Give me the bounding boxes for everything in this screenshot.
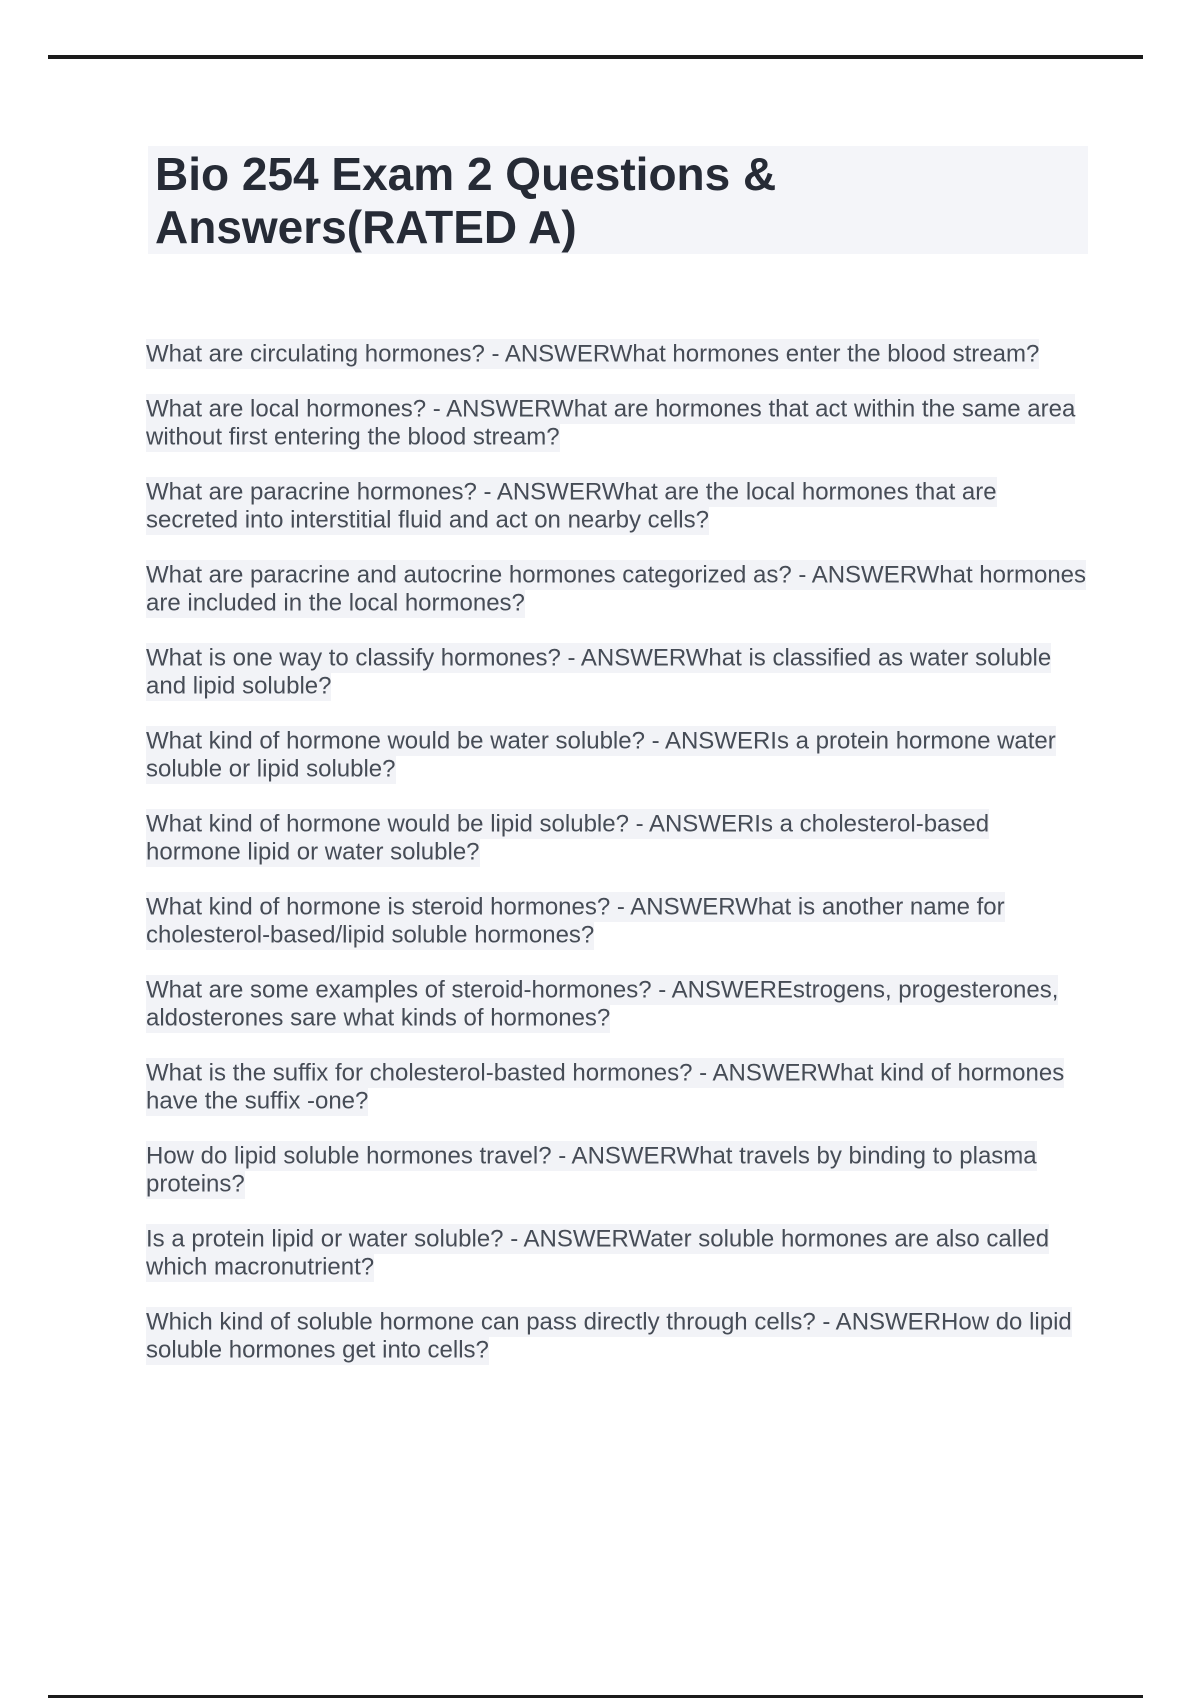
qa-text: What are circulating hormones? - ANSWERWhat hormones enter the blood stream? [146,340,1040,367]
qa-item [146,1143,1089,1198]
qa-list [146,340,1089,1392]
qa-item [146,645,1089,700]
qa-item [146,728,1089,783]
qa-item [146,1060,1089,1115]
qa-item [146,1309,1089,1364]
bottom-rule [48,1695,1143,1698]
qa-text: How do lipid soluble hormones travel? - ANSWERWhat travels by binding to plasma proteins? [146,1142,1037,1197]
qa-item [146,811,1089,866]
qa-item [146,894,1089,949]
qa-text: What are local hormones? - ANSWERWhat are hormones that act within the same area without first entering the blood stream? [146,395,1076,450]
title-highlight [148,146,1088,254]
qa-text: What kind of hormone would be water soluble? - ANSWERIs a protein hormone water soluble or lipid soluble? [146,727,1056,782]
qa-text: Is a protein lipid or water soluble? - ANSWERWater soluble hormones are also called which macronutrient? [146,1225,1050,1280]
qa-item [146,1226,1089,1281]
qa-text: What are paracrine hormones? - ANSWERWhat are the local hormones that are secreted into interstitial fluid and act on nearby cells? [146,478,997,533]
top-rule [48,55,1143,59]
qa-item [146,340,1089,368]
qa-text: What kind of hormone would be lipid soluble? - ANSWERIs a cholesterol-based hormone lipid or water soluble? [146,810,990,865]
qa-text: What are paracrine and autocrine hormones categorized as? - ANSWERWhat hormones are included in the local hormones? [146,561,1087,616]
qa-text: What kind of hormone is steroid hormones? - ANSWERWhat is another name for cholesterol-based/lipid soluble hormones? [146,893,1005,948]
qa-text: What are some examples of steroid-hormones? - ANSWEREstrogens, progesterones, aldosterones sare what kinds of hormones? [146,976,1059,1031]
qa-text: What is the suffix for cholesterol-basted hormones? - ANSWERWhat kind of hormones have the suffix -one? [146,1059,1065,1114]
qa-item [146,562,1089,617]
qa-item [146,479,1089,534]
qa-text: Which kind of soluble hormone can pass directly through cells? - ANSWERHow do lipid soluble hormones get into cells? [146,1308,1072,1363]
qa-item [146,396,1089,451]
qa-item [146,977,1089,1032]
page-title: Bio 254 Exam 2 Questions & Answers(RATED A) [155,148,777,253]
qa-text: What is one way to classify hormones? - ANSWERWhat is classified as water soluble and lipid soluble? [146,644,1052,699]
